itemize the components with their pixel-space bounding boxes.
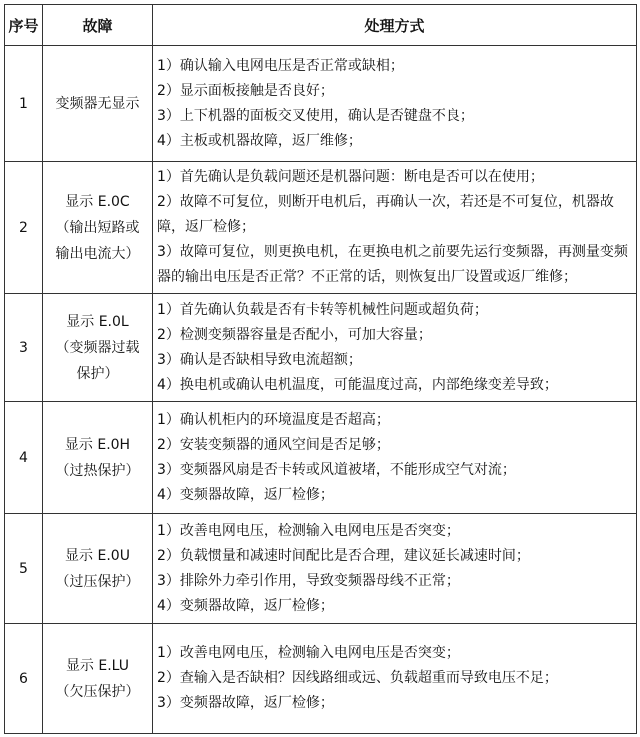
fault-line: 显示 E.0C <box>65 193 130 210</box>
handling-step: 2）安装变频器的通风空间是否足够； <box>157 436 390 453</box>
fault-line: 显示 E.0H <box>64 436 131 453</box>
handling-step: 3）变频器风扇是否卡转或风道被堵，不能形成空气对流； <box>157 461 516 478</box>
fault-cell <box>43 402 153 514</box>
handling-step: 1）确认输入电网电压是否正常或缺相； <box>157 57 404 74</box>
fault-line: （变频器过载 <box>55 339 140 356</box>
handling-step: 4）主板或机器故障，返厂维修； <box>157 132 362 149</box>
row-index: 4 <box>5 402 43 514</box>
fault-cell <box>43 294 153 402</box>
handling-cell <box>153 162 637 294</box>
fault-line: （欠压保护） <box>55 683 140 700</box>
table-row <box>5 162 637 294</box>
handling-step: 2）负载惯量和减速时间配比是否合理，建议延长减速时间； <box>157 547 530 564</box>
fault-cell <box>43 514 153 624</box>
row-index: 6 <box>5 624 43 734</box>
header-row <box>5 5 637 46</box>
table-body <box>5 46 637 734</box>
row-index: 3 <box>5 294 43 402</box>
handling-step: 3）上下机器的面板交叉使用，确认是否键盘不良； <box>157 107 474 124</box>
handling-cell <box>153 624 637 734</box>
handling-step: 2）显示面板接触是否良好； <box>157 82 334 99</box>
table-row <box>5 46 637 162</box>
handling-step: 3）变频器故障，返厂检修； <box>157 695 334 711</box>
table-row <box>5 514 637 624</box>
handling-cell <box>153 46 637 162</box>
header-handling: 处理方式 <box>153 5 637 46</box>
handling-step: 3）故障可复位，则更换电机，在更换电机之前要先运行变频器，再测量变频器的输出电压是否正常？不正常的话，则恢复出厂设置或返厂维修； <box>157 244 628 285</box>
fault-line: （输出短路或 <box>55 219 140 236</box>
header-fault: 故障 <box>43 5 153 46</box>
handling-step: 2）故障不可复位，则断开电机后，再确认一次，若还是不可复位，机器故障，返厂检修； <box>157 194 614 235</box>
fault-cell <box>43 162 153 294</box>
fault-cell <box>43 624 153 734</box>
row-index: 5 <box>5 514 43 624</box>
table-row <box>5 402 637 514</box>
handling-step: 1）改善电网电压，检测输入电网电压是否突变； <box>157 645 460 661</box>
fault-table-sheet <box>4 4 636 734</box>
handling-step: 4）换电机或确认电机温度，可能温度过高，内部绝缘变差导致； <box>157 376 558 393</box>
fault-line: 变频器无显示 <box>55 95 140 112</box>
fault-handling-table <box>4 4 637 734</box>
handling-step: 4）变频器故障，返厂检修； <box>157 486 334 503</box>
fault-line: 保护） <box>76 365 119 382</box>
row-index: 1 <box>5 46 43 162</box>
fault-line: 输出电流大） <box>55 245 140 262</box>
handling-cell <box>153 514 637 624</box>
handling-step: 1）确认机柜内的环境温度是否超高； <box>157 411 390 428</box>
table-row <box>5 294 637 402</box>
handling-step: 1）首先确认负载是否有卡转等机械性问题或超负荷； <box>157 301 488 318</box>
fault-line: （过压保护） <box>55 573 140 590</box>
handling-step: 4）变频器故障，返厂检修； <box>157 597 334 614</box>
fault-line: （过热保护） <box>55 462 140 479</box>
fault-line: 显示 E.0L <box>66 313 129 330</box>
fault-line: 显示 E.LU <box>65 657 130 674</box>
handling-step: 2）查输入是否缺相？因线路细或远、负载超重而导致电压不足； <box>157 670 558 686</box>
handling-step: 2）检测变频器容量是否配小，可加大容量； <box>157 326 432 343</box>
header-index: 序号 <box>5 5 43 46</box>
handling-step: 3）确认是否缺相导致电流超额； <box>157 351 362 368</box>
handling-step: 1）改善电网电压，检测输入电网电压是否突变； <box>157 522 460 539</box>
handling-step: 1）首先确认是负载问题还是机器问题：断电是否可以在使用； <box>157 169 544 185</box>
handling-step: 3）排除外力牵引作用，导致变频器母线不正常； <box>157 572 460 589</box>
fault-cell <box>43 46 153 162</box>
table-row <box>5 624 637 734</box>
handling-cell <box>153 294 637 402</box>
handling-cell <box>153 402 637 514</box>
fault-line: 显示 E.0U <box>65 547 130 564</box>
row-index: 2 <box>5 162 43 294</box>
